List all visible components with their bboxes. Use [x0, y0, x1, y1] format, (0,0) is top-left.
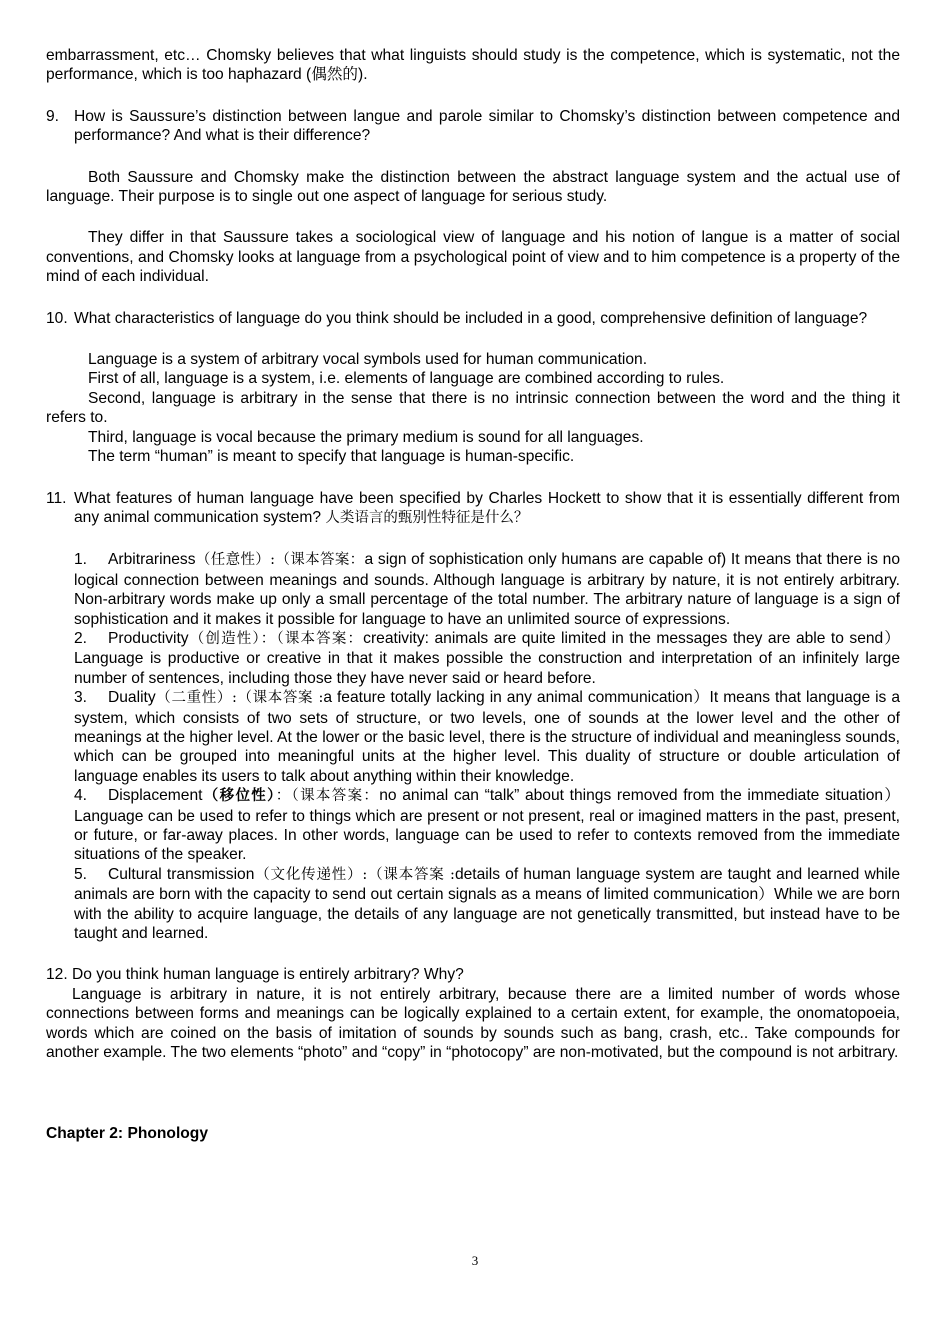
answer-paragraph: They differ in that Saussure takes a sociological view of language and his notion of langue is a matter of social conventions, and Chomsky looks at language from a psychological point of view and to him competence is a property of the mind of each individual.	[46, 229, 900, 286]
definition-line: Language is a system of arbitrary vocal symbols used for human communication.	[88, 351, 648, 369]
document-page	[46, 46, 900, 1144]
answer-paragraph: Both Saussure and Chomsky make the distinction between the abstract language system and the actual use of language. Their purpose is to single out one aspect of language for serious study.	[46, 168, 900, 206]
definition-line: Third, language is vocal because the primary medium is sound for all languages.	[88, 428, 644, 446]
intro-paragraph: embarrassment, etc… Chomsky believes that what linguists should study is the competence, which is systematic, not the performance, which is too haphazard (偶然的).	[46, 47, 900, 84]
page-number: 3	[471, 1253, 479, 1268]
chapter-heading: Chapter 2: Phonology	[46, 1125, 209, 1143]
feature-arbitrariness: 1. Arbitrariness（任意性）:（课本答案：a sign of sophistication only humans are capable of) It means that there is no logical connection between meanings and sounds. Although language is arbitrary by nature, it is not entirely arbitrary. Non-arbitrary words make up only a small percentage of the total number. The arbitrary nature of language is a sign of sophistication and it makes it possible for language to have an unlimited source of expressions.	[74, 551, 900, 628]
question-11	[46, 489, 900, 529]
question-number: 11.	[46, 489, 67, 507]
definition-line: First of all, language is a system, i.e. elements of language are combined according to rules.	[88, 370, 725, 388]
answer-paragraph: Language is arbitrary in nature, it is not entirely arbitrary, because there are a limited number of words whose connections between forms and meanings can be logically explained to a certain extent, for example, the onomatopoeia, words which are coined on the basis of imitation of sounds by sounds such as bang, crash, etc.. Take compounds for another example. The two elements “photo” and “copy” in “photocopy” are non-motivated, but the compound is not arbitrary.	[46, 985, 900, 1062]
feature-cultural-transmission: 5. Cultural transmission（文化传递性）:（课本答案 :details of human language system are taught and learned while animals are born with the capacity to send out certain signals as a means of limited communication）While we are born with the ability to acquire language, the details of any language are not genetically transmitted, but instead have to be taught and learned.	[74, 865, 900, 943]
definition-line: The term “human” is meant to specify that language is human-specific.	[88, 448, 575, 466]
question-10	[46, 309, 900, 328]
feature-productivity: 2. Productivity（创造性）：（课本答案：creativity: animals are quite limited in the messages they are able to send）Language is productive or creative in that it makes possible the construction and interpretation of an infinitely large number of sentences, including those they have never said or heard before.	[74, 629, 900, 687]
question-9	[46, 107, 900, 146]
definition-line: Second, language is arbitrary in the sense that there is no intrinsic connection between the word and the thing it refers to.	[46, 389, 900, 427]
feature-duality: 3. Duality（二重性）:（课本答案 :a feature totally lacking in any animal communication）It means that language is a system, which consists of two sets of structure, or two levels, one of sounds at the lower level and the other of meanings at the higher level. At the lower or the basic level, there is the structure of individual and meaningless sounds, which can be grouped into meaningful units at the higher level. This duality of structure or double articulation of language enables its users to talk about anything within their knowledge.	[74, 689, 900, 785]
question-text: What features of human language have been specified by Charles Hockett to show that it is essentially different from any animal communication system? 人类语言的甄别性特征是什么？	[74, 489, 900, 526]
question-number: 9.	[46, 107, 60, 125]
question-number: 10.	[46, 309, 68, 327]
question-text-chinese: 人类语言的甄别性特征是什么？	[325, 509, 529, 526]
question-text: What characteristics of language do you think should be included in a good, comprehensive definition of language?	[74, 309, 868, 327]
question-12-heading: 12. Do you think human language is entirely arbitrary? Why?	[46, 966, 464, 984]
question-text: How is Saussure’s distinction between langue and parole similar to Chomsky’s distinction between competence and performance? And what is their difference?	[74, 107, 900, 145]
feature-displacement: 4. Displacement（移位性）：（课本答案：no animal can “talk” about things removed from the immediate situation）Language can be used to refer to things which are present or not present, real or imagined matters in the past, present, or future, or far-away places. In other words, language can be used to refer to contexts removed from the immediate situations of the speaker.	[74, 787, 901, 864]
